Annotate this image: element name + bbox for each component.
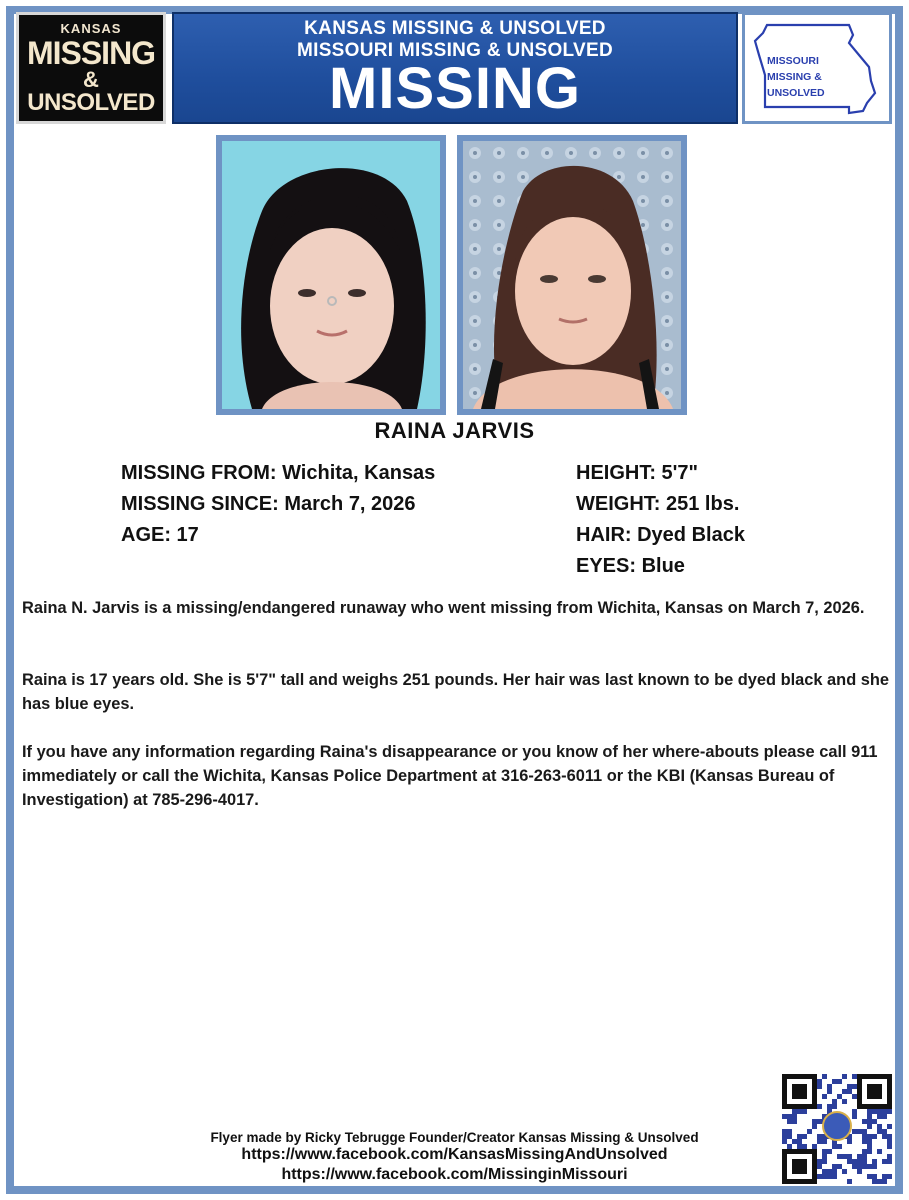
missouri-logo-text (767, 53, 825, 101)
header-banner (172, 12, 738, 124)
missouri-logo-line2: MISSING & (767, 71, 822, 83)
facts-right (576, 458, 745, 582)
description-paragraph-3: If you have any information regarding Raina's disappearance or you know of her where-abouts please call 911 immediately or call the Wichita, Kansas Police Department at 316-263-6011 or the KBI (Kansas Bureau of Investigation) at 785-296-4017. (22, 743, 878, 809)
logo-line-unsolved: UNSOLVED (27, 88, 155, 116)
weight: WEIGHT: 251 lbs. (576, 493, 740, 515)
banner-line-missouri: MISSOURI MISSING & UNSOLVED (297, 40, 613, 61)
photo-portrait-1 (216, 135, 446, 415)
missouri-logo-line3: UNSOLVED (767, 87, 825, 99)
logo-line-kansas: KANSAS (60, 20, 122, 36)
description-paragraph-1: Raina N. Jarvis is a missing/endangered runaway who went missing from Wichita, Kansas on March 7, 2026. (22, 599, 865, 617)
missing-person-name: RAINA JARVIS (374, 418, 535, 443)
logo-line-missing: MISSING (26, 34, 156, 71)
hair: HAIR: Dyed Black (576, 524, 745, 546)
missing-from: MISSING FROM: Wichita, Kansas (121, 462, 436, 484)
facebook-link-missouri[interactable]: https://www.facebook.com/MissinginMissouri (281, 1166, 628, 1183)
age: AGE: 17 (121, 524, 199, 546)
banner-line-kansas: KANSAS MISSING & UNSOLVED (304, 18, 606, 39)
missouri-missing-unsolved-logo (742, 12, 892, 124)
logo-line-ampersand: & (83, 66, 99, 92)
flyer-credit: Flyer made by Ricky Tebrugge Founder/Creator Kansas Missing & Unsolved (210, 1130, 699, 1145)
kansas-missing-unsolved-logo (16, 12, 166, 124)
eyes: EYES: Blue (576, 555, 685, 577)
missouri-logo-line1: MISSOURI (767, 55, 819, 67)
banner-title: MISSING (329, 56, 581, 121)
height: HEIGHT: 5'7" (576, 462, 699, 484)
facts-left (121, 458, 435, 551)
missing-since: MISSING SINCE: March 7, 2026 (121, 493, 416, 515)
facebook-link-kansas[interactable]: https://www.facebook.com/KansasMissingAndUnsolved (241, 1146, 668, 1163)
photo-portrait-2 (457, 135, 687, 415)
description-paragraph-2: Raina is 17 years old. She is 5'7" tall and weighs 251 pounds. Her hair was last known to be dyed black and she has blue eyes. (22, 671, 889, 713)
